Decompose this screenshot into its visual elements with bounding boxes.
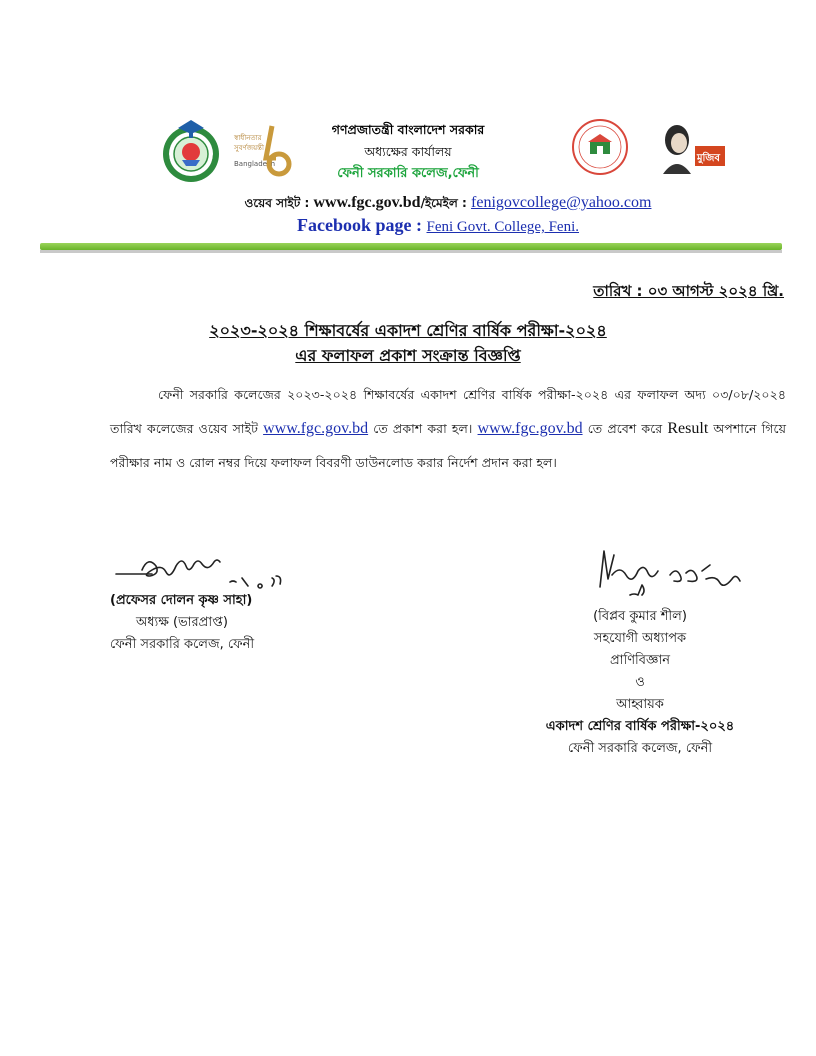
notice-date: তারিখ : ০৩ আগস্ট ২০২৪ খ্রি. xyxy=(593,282,784,300)
body-website-link-2[interactable]: www.fgc.gov.bd xyxy=(477,420,583,437)
signature-right-icon xyxy=(590,545,780,615)
office-title: অধ্যক্ষের কার্যালয় xyxy=(364,144,452,159)
header-divider-shadow xyxy=(40,250,782,253)
website-link[interactable]: www.fgc.gov.bd xyxy=(313,194,421,211)
notice-title-line1: ২০২৩-২০২৪ শিক্ষাবর্ষের একাদশ শ্রেণির বার্ষিক পরীক্ষা-২০২৪ xyxy=(209,321,607,340)
signatory-left-name: (প্রফেসর দোলন কৃষ্ণ সাহা) xyxy=(110,593,253,608)
signatory-right-committee: একাদশ শ্রেণির বার্ষিক পরীক্ষা-২০২৪ xyxy=(545,719,735,734)
website-label: ওয়েব সাইট : xyxy=(244,196,314,210)
header-divider xyxy=(40,243,782,250)
signatory-right-conjunction: ও xyxy=(635,675,645,690)
body-result-word: Result xyxy=(667,420,709,437)
notice-body xyxy=(110,378,786,480)
email-link[interactable]: fenigovcollege@yahoo.com xyxy=(471,194,652,211)
signatory-right-designation: সহযোগী অধ্যাপক xyxy=(593,631,687,646)
facebook-label: Facebook page : xyxy=(297,215,427,235)
body-website-link-1[interactable]: www.fgc.gov.bd xyxy=(263,420,369,437)
signatory-right xyxy=(510,606,770,760)
body-text-1: ফেনী সরকারি কলেজের ২০২৩-২০২৪ শিক্ষাবর্ষের একাদশ শ্রেণির বার্ষিক পরীক্ষা-২০২৪ এর ফলাফল অদ্য ০৩/০৮/২০২৪ তারিখ কলেজের ওয়েব সাইট xyxy=(110,387,786,436)
facebook-link[interactable]: Feni Govt. College, Feni. xyxy=(426,219,579,235)
signatory-right-institution: ফেনী সরকারি কলেজ, ফেনী xyxy=(567,741,713,756)
notice-title-line2: এর ফলাফল প্রকাশ সংক্রান্ত বিজ্ঞপ্তি xyxy=(295,346,521,365)
email-label: /ইমেইল : xyxy=(420,196,472,210)
signatory-right-department: প্রাণিবিজ্ঞান xyxy=(610,653,670,668)
svg-text:Bangladesh: Bangladesh xyxy=(234,160,276,168)
svg-text:সুবর্ণজয়ন্তী: সুবর্ণজয়ন্তী xyxy=(234,144,264,152)
signatory-left-designation: অধ্যক্ষ (ভারপ্রাপ্ত) xyxy=(136,615,228,630)
facebook-row xyxy=(0,215,816,236)
signatory-left xyxy=(110,590,254,656)
body-text-2: তে প্রকাশ করা হল। xyxy=(368,421,478,436)
body-text-4: অপশানে গিয়ে পরীক্ষার নাম ও রোল নম্বর দিয়ে ফলাফল বিবরণী ডাউনলোড করার নির্দেশ প্রদান করা হল। xyxy=(110,421,787,470)
contact-row xyxy=(80,194,816,215)
signature-left-icon xyxy=(112,552,342,592)
svg-text:মুজিব: মুজিব xyxy=(697,153,720,164)
svg-text:স্বাধীনতার: স্বাধীনতার xyxy=(234,134,262,142)
signatory-right-name: (বিপ্লব কুমার শীল) xyxy=(593,609,687,624)
signatory-left-institution: ফেনী সরকারি কলেজ, ফেনী xyxy=(110,637,255,652)
government-title: গণপ্রজাতন্ত্রী বাংলাদেশ সরকার xyxy=(331,122,485,137)
body-text-3: তে প্রবেশ করে xyxy=(582,421,668,436)
signatory-right-role: আহ্বায়ক xyxy=(616,697,664,712)
college-title: ফেনী সরকারি কলেজ,ফেনী xyxy=(337,166,479,181)
